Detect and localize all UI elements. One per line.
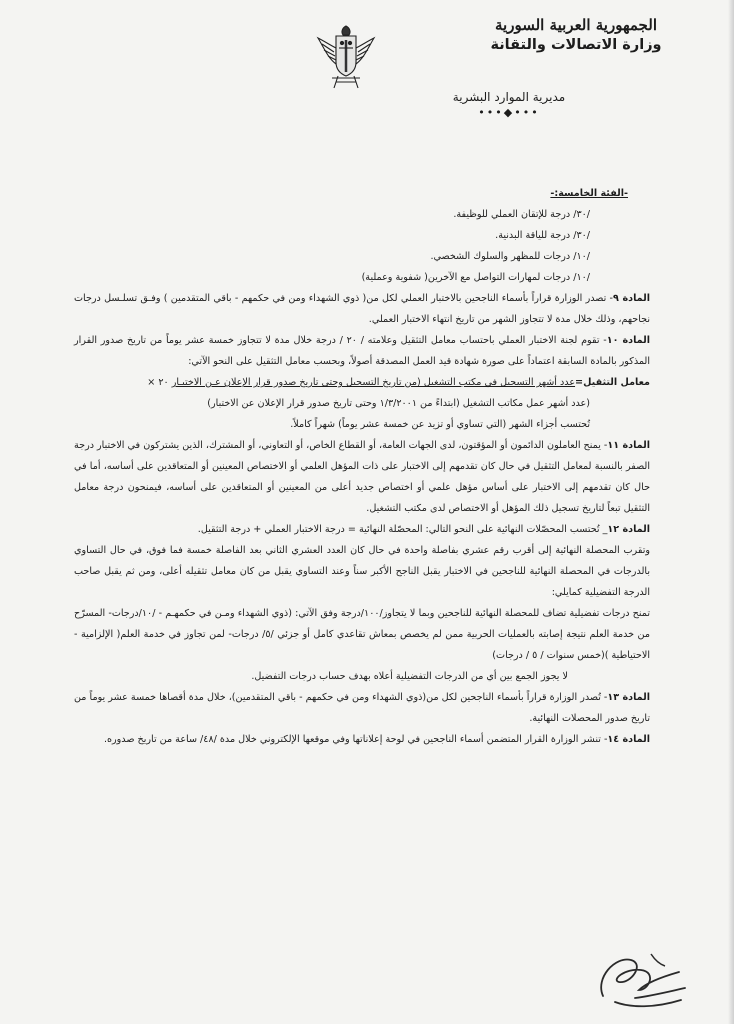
article-12 — [74, 519, 650, 540]
article-14-label: المادة ١٤ — [607, 734, 650, 745]
article-10-label: المادة ١٠ — [606, 335, 651, 346]
section-title: -الفئة الخامسة:- — [550, 188, 628, 199]
article-9-text: - تصدر الوزارة قراراً بأسماء الناجحين بالاختبار العملي لكل من( ذوي الشهداء ومن في حكمهم - باقي المتقدمين ) وفـق تسلـسل درجات نجاحهم، وذلك خلال مدة لا تتجاوز الشهر من تاريخ انتهاء الاختبار العملي. — [74, 293, 650, 325]
criteria-line-3: /١٠/ درجات للمظهر والسلوك الشخصي. — [430, 251, 590, 262]
article-11-text: - يمنح العاملون الدائمون أو المؤقتون، لدى الجهات العامة، أو القطاع الخاص، أو التعاوني، أو المشترك، الذين يشتركون في الاختبار درجة الصفر بالنسبة لمعامل التثقيل في حال كان تقدمهم إلى الاختبار على ذات المؤهل العلمي أو الاختصاص المعينين أو المتعاقدين على أساسه، أما في حال كان تقدمهم إلى الاختبار على أساس مؤهل علمي أو اختصاص جديد أعلى من المعينين أو المتعاقدين على أساسه، فيمنحون درجة معامل التثقيل تبعاً لتاريخ تسجيل ذلك المؤهل أو الاختصاص لدى مكتب التشغيل. — [74, 440, 650, 514]
coefficient-note: تُحتسب أجزاء الشهر (التي تساوي أو تزيد عن خمسة عشر يوماً) شهراً كاملاً. — [290, 419, 590, 430]
article-12-text: _ تُحتسب المحصّلات النهائية على النحو التالي: المحصّلة النهائية = درجة الاختبار العملي + درجة التثقيل. — [197, 524, 608, 535]
letterhead — [476, 16, 676, 53]
directorate-title: مديرية الموارد البشرية — [452, 90, 566, 104]
criteria-line-2: /٣٠/ درجة للياقة البدنية. — [495, 230, 590, 241]
directorate-block — [434, 90, 584, 119]
article-9-label: المادة ٩ — [613, 293, 650, 304]
coefficient-formula — [74, 372, 650, 393]
criteria-line-1: /٣٠/ درجة للإتقان العملي للوظيفة. — [453, 209, 590, 220]
article-14 — [74, 729, 650, 750]
eagle-emblem-icon — [308, 18, 384, 94]
scan-edge-shadow — [728, 0, 734, 1024]
criteria-line-4: /١٠/ درجات لمهارات التواصل مع الآخرين( شفوية وعملية) — [361, 272, 590, 283]
coefficient-denominator: (عدد أشهر عمل مكاتب التشغيل (ابتداءً من ١/٣/٢٠٠١ وحتى تاريخ صدور قرار الإعلان عن الاختبار) — [207, 398, 590, 409]
article-13-label: المادة ١٣ — [607, 692, 651, 703]
ornament-divider: •••◆••• — [478, 106, 540, 119]
document-body — [74, 183, 650, 750]
article-10-text: - تقوم لجنة الاختبار العملي باحتساب معامل التثقيل وعلامته / ٢٠ / درجة خلال مدة لا تتجاوز خمسة عشر يوماً من تاريخ صدور القرار المذكور بالمادة السابقة اعتماداً على صورة شهادة قيد العمل المصدقة أصولاً، وبحسب معامل التثقيل على النحو الآتي: — [74, 335, 650, 367]
ministry-title: وزارة الاتصالات والتقانة — [490, 37, 662, 53]
republic-title: الجمهورية العربية السورية — [495, 16, 657, 34]
article-12-no-combining: لا يجوز الجمع بين أي من الدرجات التفضيلية أعلاه بهدف حساب درجات التفضيل. — [251, 671, 568, 682]
coefficient-multiplier: ٢٠ × — [147, 377, 169, 388]
article-10 — [74, 330, 650, 372]
article-12-rounding: وتقرب المحصلة النهائية إلى أقرب رقم عشري بفاصلة واحدة في حال كان العدد العشري الثاني بعد الفاصلة خمسة فما فوق، في حال التساوي بالدرجات في المحصلة النهائية للناجحين في الاختبار يقبل الناجح الأكبر سناً وعند التساوي يقبل من كان معامل تثقيله أعلى، ومن ثم يقبل صاحب الدرجة التفضيلية كمايلي: — [74, 545, 650, 598]
article-12-label: المادة ١٢ — [607, 524, 650, 535]
coefficient-label: معامل التثقيل= — [575, 377, 650, 388]
article-13 — [74, 687, 650, 729]
article-13-text: - تُصدر الوزارة قراراً بأسماء الناجحين لكل من(ذوي الشهداء ومن في حكمهم - باقي المتقدمين)، خلال مدة أقصاها خمسة عشر يوماً من تاريخ صدور المحصلات النهائية. — [74, 692, 650, 724]
coefficient-numerator: عدد أشهر التسجيل في مكتب التشغيل (من تاريخ التسجيل وحتى تاريخ صدور قرار الإعلان عـن الاختبـار — [171, 377, 576, 388]
handwritten-signature — [585, 938, 695, 1016]
article-14-text: - تنشر الوزارة القرار المتضمن أسماء الناجحين في لوحة إعلاناتها وفي موقعها الإلكتروني خلال مدة /٤٨/ ساعة من تاريخ صدوره. — [103, 734, 608, 745]
article-12-preference: تمنح درجات تفضيلية تضاف للمحصلة النهائية للناجحين وبما لا يتجاوز/١٠٠/درجة وفق الآتي: (ذوي الشهداء ومـن في حكمهـم - /١٠/درجات- المسرّح من خدمة العلم نتيجة إصابته بالعمليات الحربية ممن لم يخصص بمعاش تقاعدي كامل أو جزئي /٥/ درجات- لمن تجاوز في خدمة العلم( الإلزامية - الاحتياطية )(خمس سنوات / ٥ / درجات) — [74, 608, 650, 661]
article-9 — [74, 288, 650, 330]
article-11-label: المادة ١١ — [607, 440, 650, 451]
article-11 — [74, 435, 650, 519]
